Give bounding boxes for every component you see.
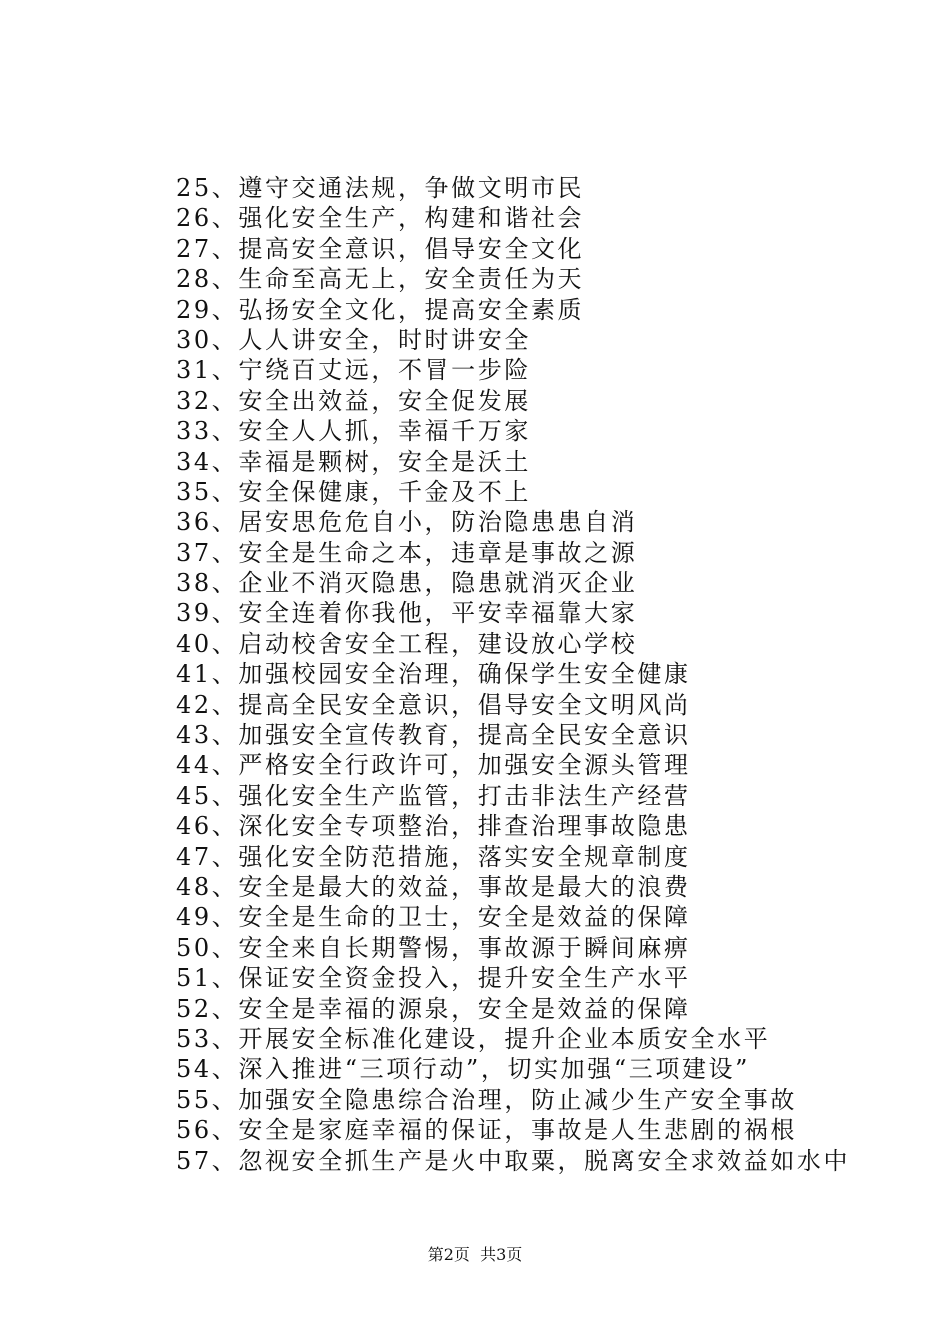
slogan-line: 32、安全出效益，安全促发展: [176, 386, 531, 415]
slogan-line: 52、安全是幸福的源泉，安全是效益的保障: [176, 994, 691, 1023]
slogan-line: 38、企业不消灭隐患，隐患就消灭企业: [176, 569, 638, 598]
slogan-line: 44、严格安全行政许可，加强安全源头管理: [176, 751, 691, 780]
slogan-line: 25、遵守交通法规，争做文明市民: [176, 174, 585, 202]
slogan-line: 30、人人讲安全，时时讲安全: [176, 325, 531, 354]
slogan-line: 55、加强安全隐患综合治理，防止减少生产安全事故: [176, 1085, 797, 1114]
slogan-line: 36、居安思危危自小，防治隐患患自消: [176, 508, 638, 537]
slogan-line: 39、安全连着你我他，平安幸福靠大家: [176, 599, 638, 628]
slogan-line: 41、加强校园安全治理，确保学生安全健康: [176, 660, 691, 689]
slogan-line: 49、安全是生命的卫士，安全是效益的保障: [176, 903, 691, 932]
slogan-line: 26、强化安全生产，构建和谐社会: [176, 204, 585, 233]
slogan-line: 48、安全是最大的效益，事故是最大的浪费: [176, 872, 691, 901]
slogan-line: 34、幸福是颗树，安全是沃土: [176, 447, 531, 476]
slogan-line: 45、强化安全生产监管，打击非法生产经营: [176, 781, 691, 810]
slogan-line: 42、提高全民安全意识，倡导安全文明风尚: [176, 690, 691, 719]
slogan-line: 31、宁绕百丈远，不冒一步险: [176, 356, 531, 385]
slogan-line: 56、安全是家庭幸福的保证，事故是人生悲剧的祸根: [176, 1116, 797, 1145]
slogan-line: 35、安全保健康，千金及不上: [176, 477, 531, 506]
slogan-line: 28、生命至高无上，安全责任为天: [176, 265, 585, 294]
slogan-line: 51、保证安全资金投入，提升安全生产水平: [176, 964, 691, 993]
slogan-line: 47、强化安全防范措施，落实安全规章制度: [176, 842, 691, 871]
slogan-line: 54、深入推进“三项行动”，切实加强“三项建设”: [176, 1055, 751, 1084]
slogan-line: 46、深化安全专项整治，排查治理事故隐患: [176, 812, 691, 841]
slogan-line: 40、启动校舍安全工程，建设放心学校: [176, 629, 638, 658]
slogan-line: 33、安全人人抓，幸福千万家: [176, 417, 531, 446]
page-number: 第2页 共3页: [427, 1245, 523, 1264]
slogan-line: 57、忽视安全抓生产是火中取粟，脱离安全求效益如水中: [176, 1146, 851, 1175]
slogan-line: 50、安全来自长期警惕，事故源于瞬间麻痹: [176, 933, 691, 962]
slogan-list: [176, 173, 850, 1176]
slogan-line: 37、安全是生命之本，违章是事故之源: [176, 538, 638, 567]
slogan-line: 29、弘扬安全文化，提高安全素质: [176, 295, 585, 324]
page-footer: [0, 1242, 950, 1265]
slogan-line: 43、加强安全宣传教育，提高全民安全意识: [176, 721, 691, 750]
slogan-line: 27、提高安全意识，倡导安全文化: [176, 234, 585, 263]
slogan-line: 53、开展安全标准化建设，提升企业本质安全水平: [176, 1024, 771, 1053]
